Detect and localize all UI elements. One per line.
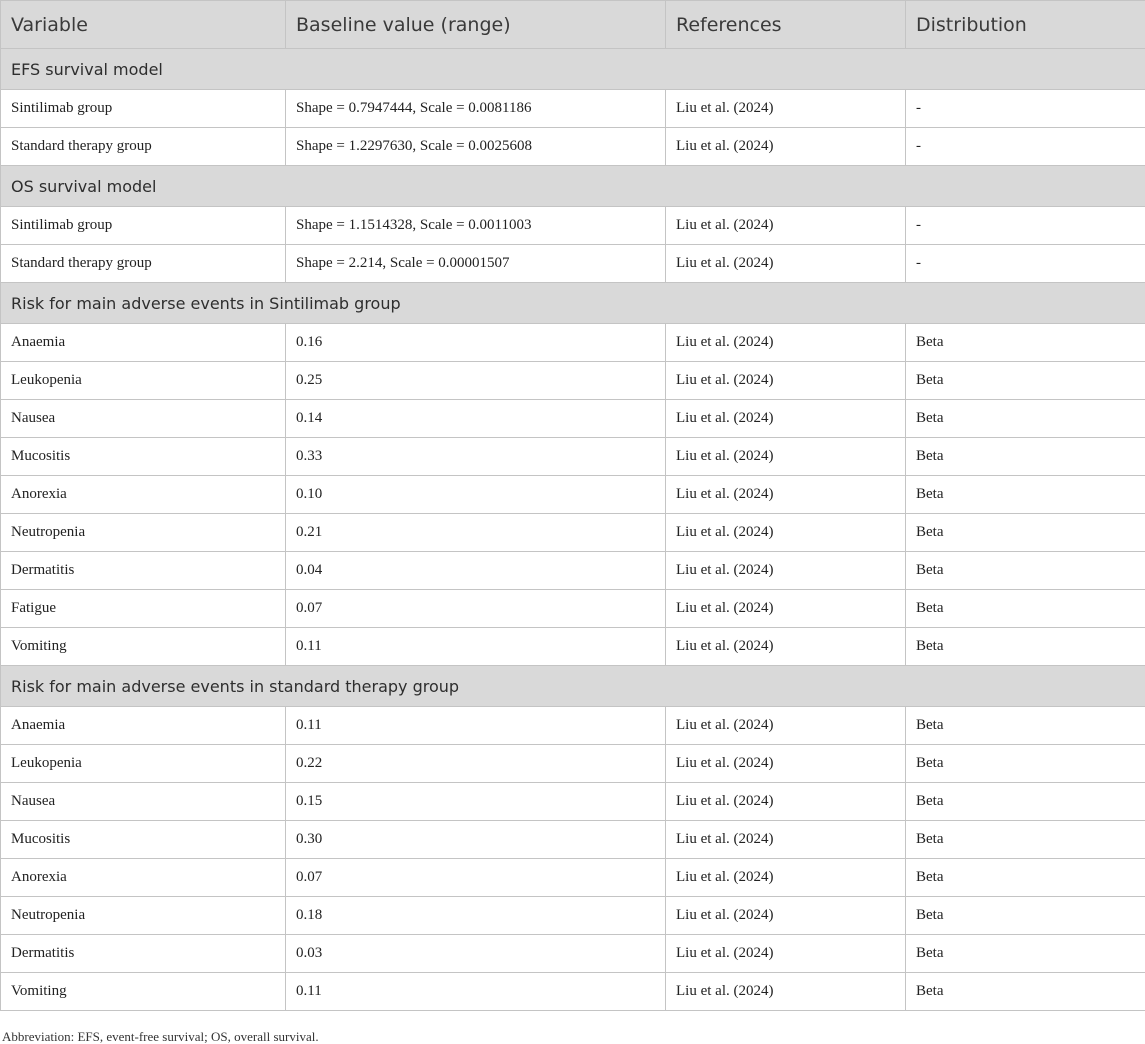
distribution-cell: Beta [906,935,1145,973]
table-row [1,207,1145,245]
distribution-cell: Beta [906,783,1145,821]
variable-cell: Mucositis [1,438,286,476]
table-row [1,438,1145,476]
baseline-value-cell: 0.14 [286,400,666,438]
reference-cell: Liu et al. (2024) [666,245,906,283]
variable-cell: Nausea [1,400,286,438]
reference-cell: Liu et al. (2024) [666,362,906,400]
section-header-row [1,283,1145,324]
reference-cell: Liu et al. (2024) [666,859,906,897]
distribution-cell: Beta [906,476,1145,514]
reference-cell: Liu et al. (2024) [666,745,906,783]
variable-cell: Leukopenia [1,362,286,400]
distribution-cell: Beta [906,973,1145,1011]
distribution-cell: - [906,90,1145,128]
table-body [1,49,1145,1011]
variable-cell: Dermatitis [1,935,286,973]
variable-cell: Dermatitis [1,552,286,590]
section-header-row [1,666,1145,707]
variable-cell: Sintilimab group [1,90,286,128]
variable-cell: Anaemia [1,324,286,362]
table-row [1,128,1145,166]
variable-cell: Leukopenia [1,745,286,783]
variable-cell: Vomiting [1,628,286,666]
reference-cell: Liu et al. (2024) [666,207,906,245]
baseline-value-cell: 0.18 [286,897,666,935]
variable-cell: Sintilimab group [1,207,286,245]
table-row [1,628,1145,666]
variable-cell: Anorexia [1,859,286,897]
variable-cell: Mucositis [1,821,286,859]
distribution-cell: Beta [906,859,1145,897]
baseline-value-cell: 0.30 [286,821,666,859]
header-distribution: Distribution [906,1,1145,49]
distribution-cell: Beta [906,707,1145,745]
distribution-cell: Beta [906,552,1145,590]
table-row [1,859,1145,897]
header-references: References [666,1,906,49]
table-row [1,476,1145,514]
reference-cell: Liu et al. (2024) [666,935,906,973]
variable-cell: Anorexia [1,476,286,514]
baseline-value-cell: Shape = 1.1514328, Scale = 0.0011003 [286,207,666,245]
baseline-value-cell: 0.22 [286,745,666,783]
variable-cell: Vomiting [1,973,286,1011]
section-title: Risk for main adverse events in Sintilimab group [1,283,1145,324]
header-variable: Variable [1,1,286,49]
table-row [1,935,1145,973]
reference-cell: Liu et al. (2024) [666,590,906,628]
baseline-value-cell: Shape = 0.7947444, Scale = 0.0081186 [286,90,666,128]
table-row [1,783,1145,821]
distribution-cell: - [906,128,1145,166]
baseline-value-cell: Shape = 2.214, Scale = 0.00001507 [286,245,666,283]
baseline-value-cell: 0.25 [286,362,666,400]
reference-cell: Liu et al. (2024) [666,707,906,745]
table-row [1,362,1145,400]
distribution-cell: Beta [906,745,1145,783]
table-row [1,324,1145,362]
section-header-row [1,49,1145,90]
baseline-value-cell: 0.03 [286,935,666,973]
distribution-cell: Beta [906,400,1145,438]
baseline-value-cell: 0.16 [286,324,666,362]
variable-cell: Standard therapy group [1,245,286,283]
distribution-cell: Beta [906,362,1145,400]
table-header [1,1,1145,49]
baseline-value-cell: 0.33 [286,438,666,476]
section-title: OS survival model [1,166,1145,207]
section-title: Risk for main adverse events in standard therapy group [1,666,1145,707]
baseline-value-cell: 0.10 [286,476,666,514]
reference-cell: Liu et al. (2024) [666,973,906,1011]
distribution-cell: Beta [906,590,1145,628]
table-row [1,514,1145,552]
reference-cell: Liu et al. (2024) [666,400,906,438]
section-title: EFS survival model [1,49,1145,90]
reference-cell: Liu et al. (2024) [666,897,906,935]
variable-cell: Neutropenia [1,514,286,552]
reference-cell: Liu et al. (2024) [666,514,906,552]
header-row [1,1,1145,49]
header-baseline-value: Baseline value (range) [286,1,666,49]
table-row [1,590,1145,628]
variable-cell: Anaemia [1,707,286,745]
baseline-value-cell: 0.11 [286,707,666,745]
table-row [1,897,1145,935]
baseline-value-cell: 0.04 [286,552,666,590]
baseline-value-cell: Shape = 1.2297630, Scale = 0.0025608 [286,128,666,166]
distribution-cell: - [906,245,1145,283]
reference-cell: Liu et al. (2024) [666,324,906,362]
reference-cell: Liu et al. (2024) [666,821,906,859]
distribution-cell: Beta [906,897,1145,935]
distribution-cell: Beta [906,514,1145,552]
table-footnote: Abbreviation: EFS, event-free survival; OS, overall survival. [2,1029,319,1044]
table-row [1,400,1145,438]
table-row [1,90,1145,128]
table-row [1,973,1145,1011]
variable-cell: Nausea [1,783,286,821]
reference-cell: Liu et al. (2024) [666,783,906,821]
table-row [1,707,1145,745]
table-row [1,821,1145,859]
reference-cell: Liu et al. (2024) [666,128,906,166]
reference-cell: Liu et al. (2024) [666,552,906,590]
section-header-row [1,166,1145,207]
table-row [1,552,1145,590]
distribution-cell: Beta [906,324,1145,362]
distribution-cell: Beta [906,628,1145,666]
baseline-value-cell: 0.11 [286,628,666,666]
baseline-value-cell: 0.07 [286,590,666,628]
table-row [1,245,1145,283]
distribution-cell: - [906,207,1145,245]
baseline-value-cell: 0.15 [286,783,666,821]
reference-cell: Liu et al. (2024) [666,476,906,514]
reference-cell: Liu et al. (2024) [666,90,906,128]
baseline-value-cell: 0.11 [286,973,666,1011]
distribution-cell: Beta [906,821,1145,859]
reference-cell: Liu et al. (2024) [666,438,906,476]
variable-cell: Fatigue [1,590,286,628]
variable-cell: Neutropenia [1,897,286,935]
distribution-cell: Beta [906,438,1145,476]
variable-cell: Standard therapy group [1,128,286,166]
reference-cell: Liu et al. (2024) [666,628,906,666]
table-row [1,745,1145,783]
baseline-value-cell: 0.21 [286,514,666,552]
baseline-value-cell: 0.07 [286,859,666,897]
